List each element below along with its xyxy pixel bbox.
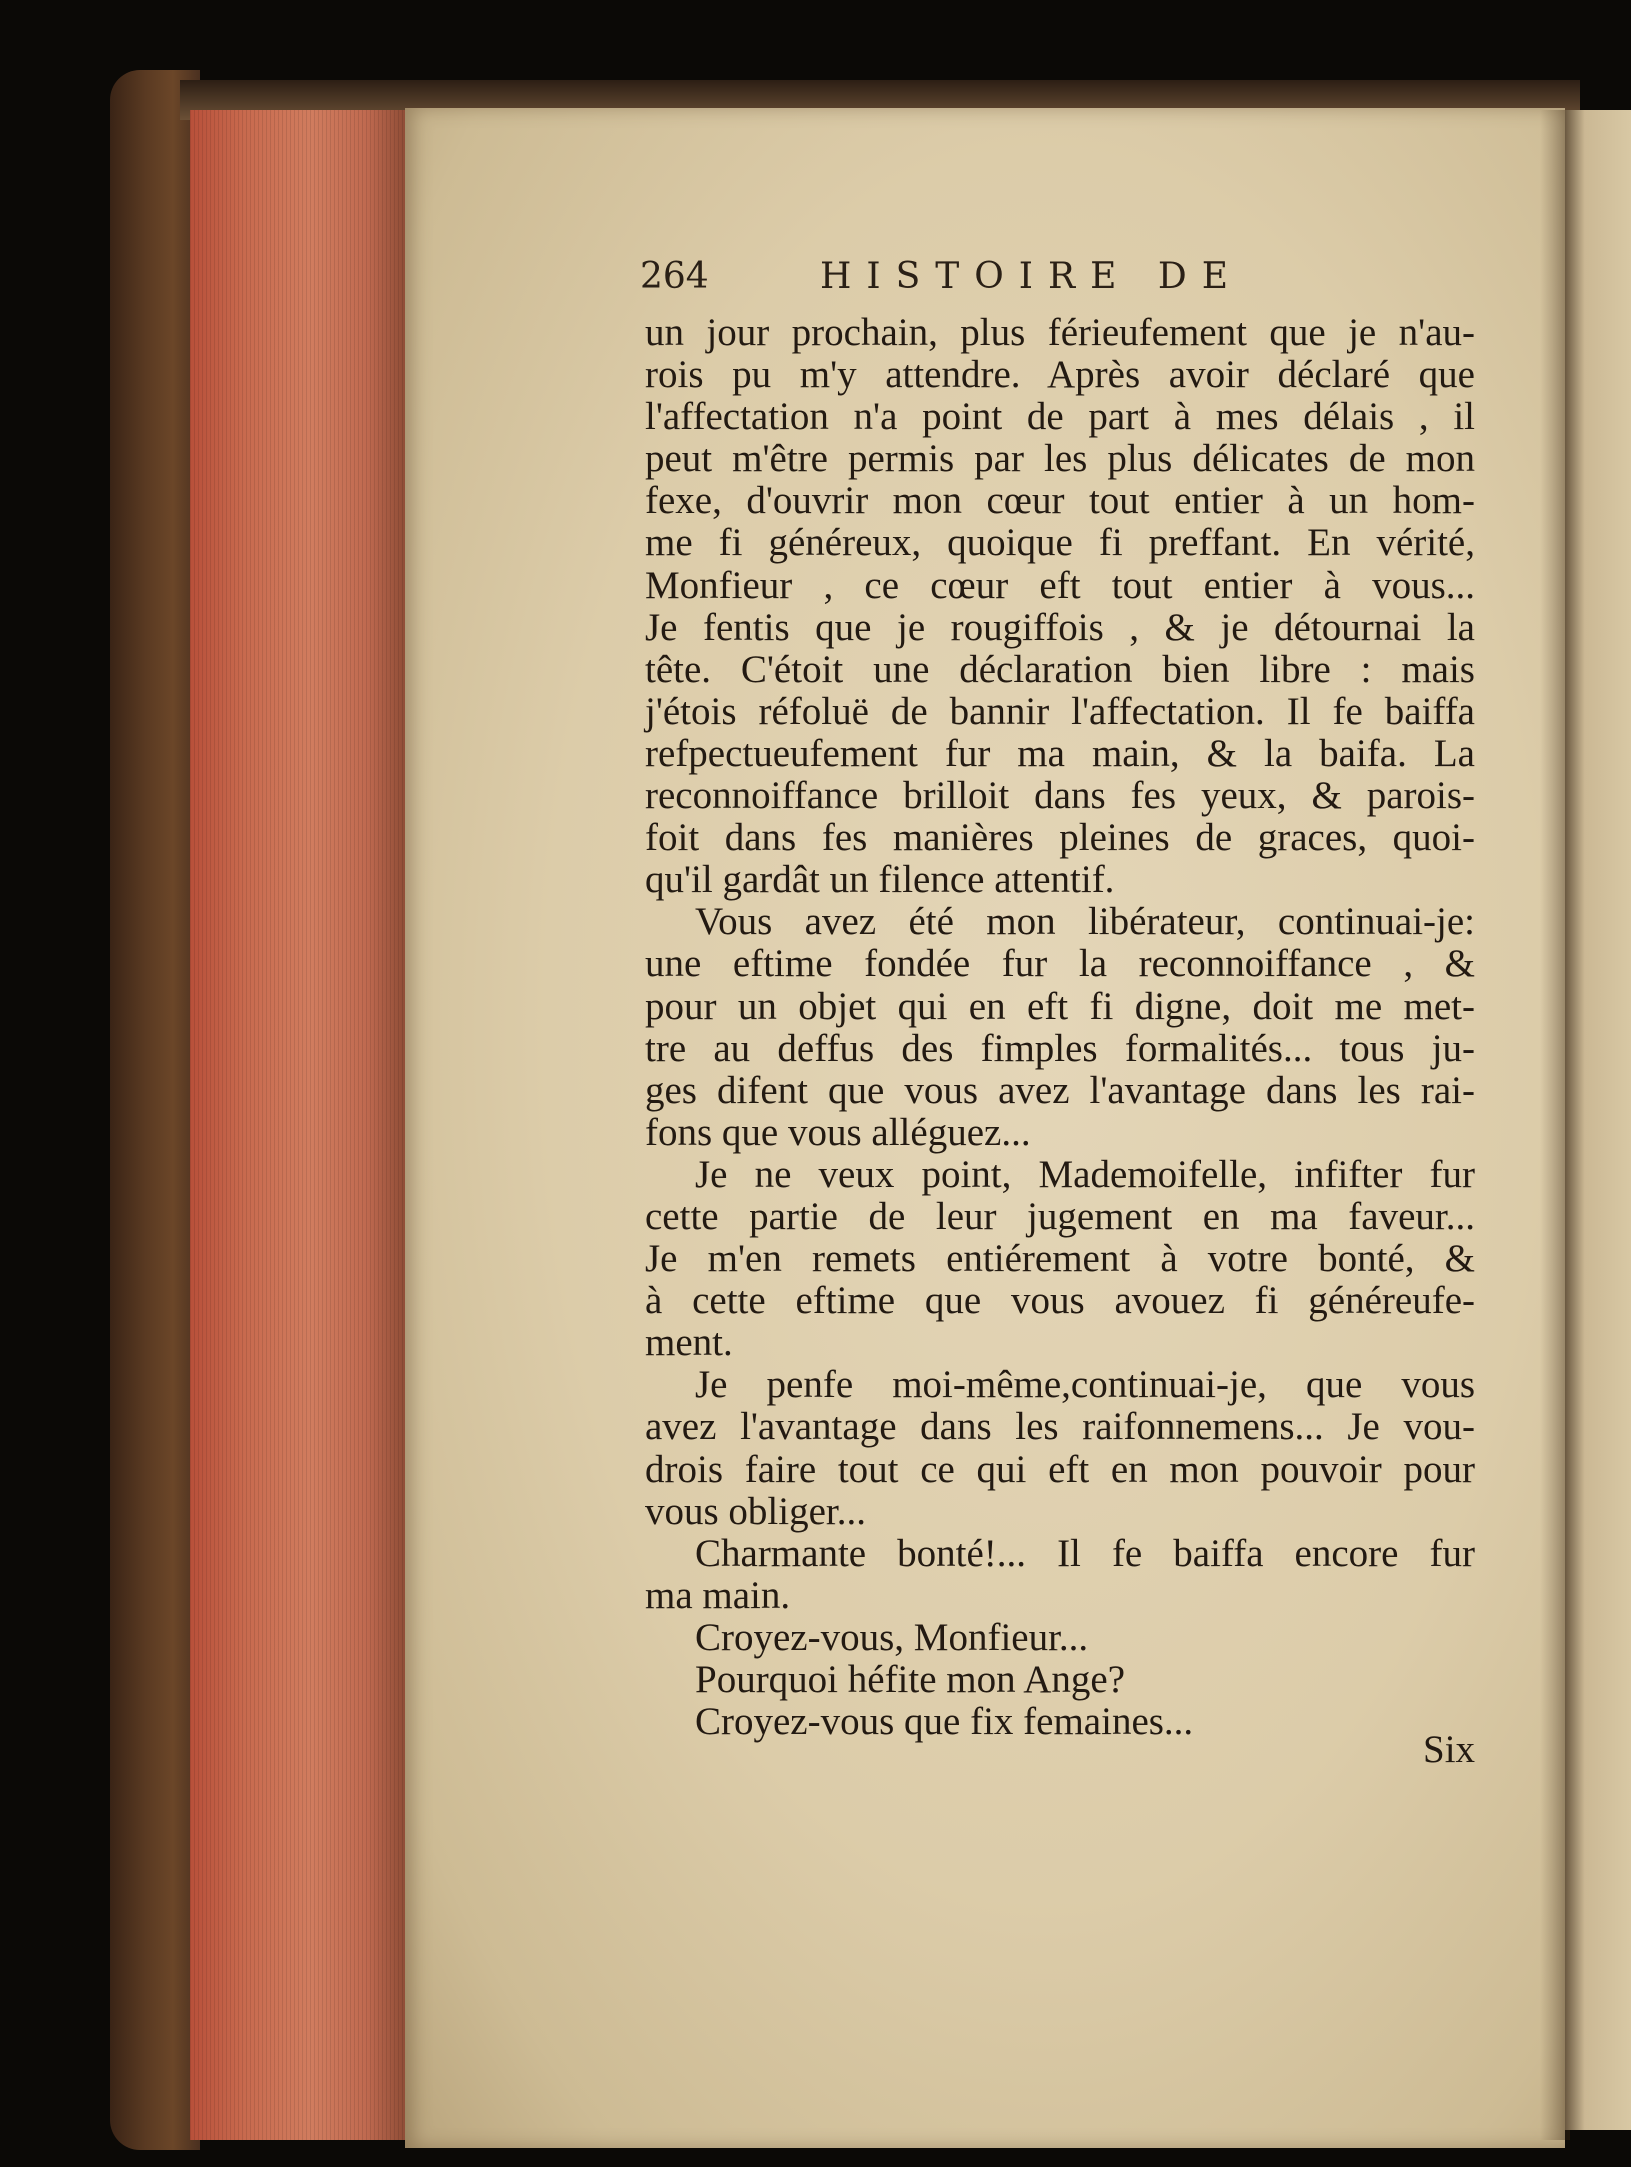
text-line: un jour prochain, plus férieufement que je n'au- xyxy=(645,311,1475,354)
text-line: Charmante bonté!... Il fe baiffa encore fur xyxy=(695,1531,1475,1575)
text-line: l'affectation n'a point de part à mes délais , il xyxy=(645,395,1475,439)
page-number: 264 xyxy=(640,256,709,297)
text-line: vous obliger... xyxy=(645,1489,866,1533)
text-line: Je ne veux point, Mademoifelle, infifter fur xyxy=(695,1152,1475,1196)
text-line: tête. C'étoit une déclaration bien libre : mais xyxy=(645,647,1475,691)
text-line: à cette eftime que vous avouez fi généreufe- xyxy=(645,1279,1475,1323)
text-line: me fi généreux, quoique fi preffant. En vérité, xyxy=(645,521,1475,565)
text-line: Croyez-vous, Monfieur... xyxy=(695,1615,1089,1659)
text-line: tre au deffus des fimples formalités... tous ju- xyxy=(645,1026,1475,1070)
text-line: Croyez-vous que fix femaines... xyxy=(695,1700,1194,1744)
text-line: Pourquoi héfite mon Ange? xyxy=(695,1658,1126,1701)
text-line: fons que vous alléguez... xyxy=(645,1110,1031,1154)
facing-page-edge xyxy=(1565,110,1631,2130)
text-line: peut m'être permis par les plus délicates de mon xyxy=(645,437,1475,481)
text-line: Vous avez été mon libérateur, continuai-je: xyxy=(695,900,1475,944)
text-line: pour un objet qui en eft fi digne, doit me met- xyxy=(645,984,1475,1028)
body-text xyxy=(645,312,1475,1743)
book-cover xyxy=(110,70,200,2150)
red-page-edges xyxy=(190,110,410,2140)
text-line: ment. xyxy=(645,1321,733,1365)
text-line: cette partie de leur jugement en ma faveur... xyxy=(645,1194,1475,1238)
text-line: une eftime fondée fur la reconnoiffance , & xyxy=(645,942,1475,986)
text-line: drois faire tout ce qui eft en mon pouvoir pour xyxy=(645,1447,1475,1491)
text-line: refpectueufement fur ma main, & la baifa. La xyxy=(645,731,1475,775)
text-line: rois pu m'y attendre. Après avoir déclaré que xyxy=(645,353,1475,397)
running-title: HISTOIRE DE xyxy=(820,256,1243,297)
text-line: Je fentis que je rougiffois , & je détournai la xyxy=(645,605,1475,649)
catchword: Six xyxy=(1423,1728,1476,1771)
text-line: avez l'avantage dans les raifonnemens... Je vou- xyxy=(645,1405,1475,1449)
text-line: qu'il gardât un filence attentif. xyxy=(645,858,1115,902)
text-line: Je m'en remets entiérement à votre bonté, & xyxy=(645,1237,1475,1281)
text-line: Monfieur , ce cœur eft tout entier à vous... xyxy=(645,563,1475,607)
text-line: j'étois réfoluë de bannir l'affectation. Il fe baiffa xyxy=(645,689,1475,733)
text-line: Je penfe moi-même,continuai-je, que vous xyxy=(695,1363,1475,1407)
text-line: ges difent que vous avez l'avantage dans les rai- xyxy=(645,1068,1475,1112)
text-line: reconnoiffance brilloit dans fes yeux, & parois- xyxy=(645,774,1475,818)
text-line: ma main. xyxy=(645,1573,791,1617)
text-line: fexe, d'ouvrir mon cœur tout entier à un hom- xyxy=(645,479,1475,523)
text-line: foit dans fes manières pleines de graces, quoi- xyxy=(645,816,1475,860)
